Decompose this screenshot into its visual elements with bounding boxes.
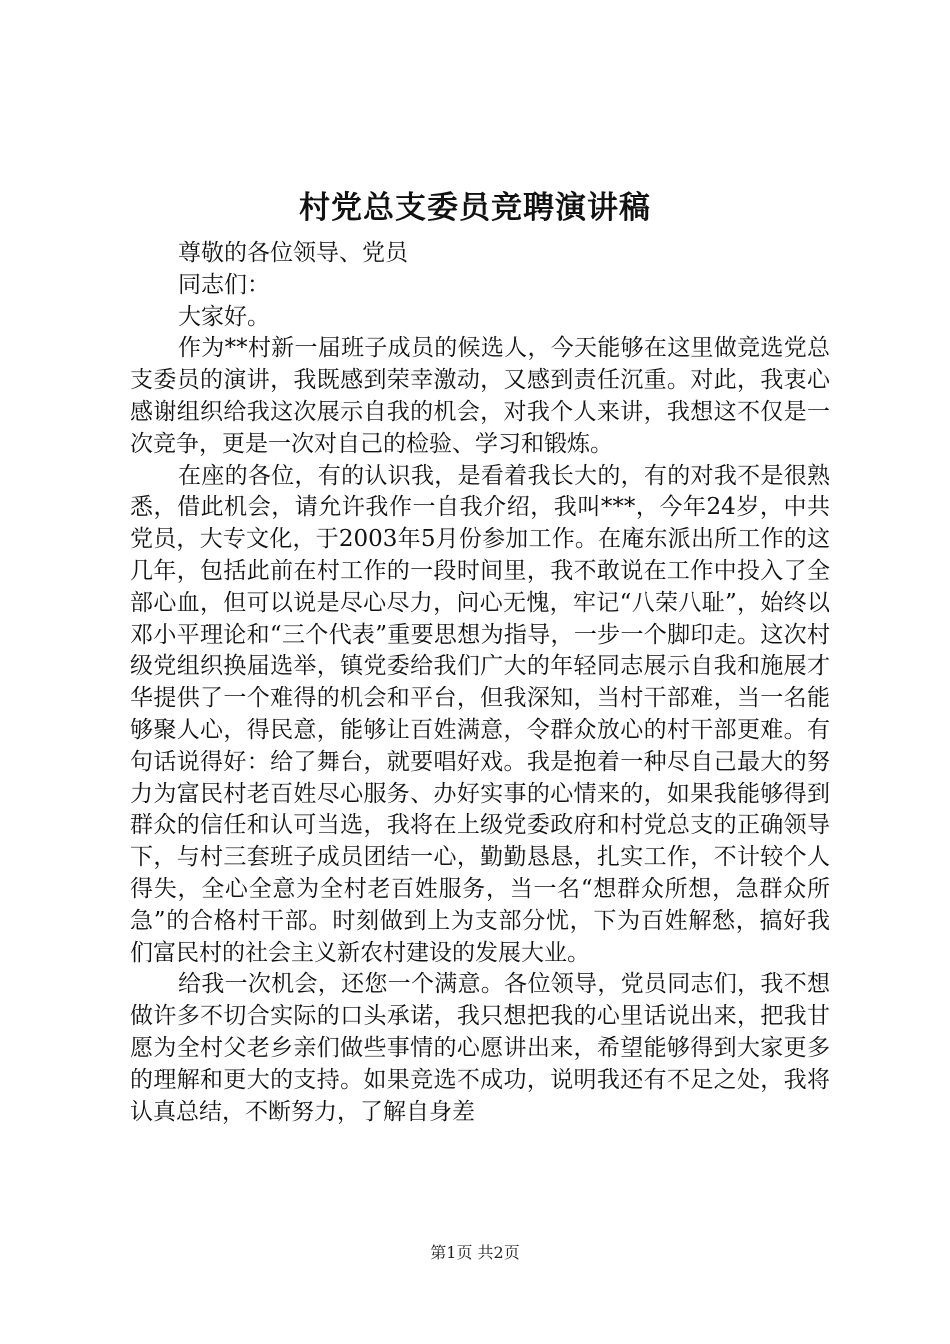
- body-paragraph: 作为**村新一届班子成员的候选人，今天能够在这里做竞选党总支委员的演讲，我既感到荣幸激动，又感到责任沉重。对此，我衷心感谢组织给我这次展示自我的机会，对我个人来讲，我想这不仅是一次竞争，更是一次对自己的检验、学习和锻炼。: [130, 335, 830, 457]
- document-body: [130, 238, 830, 1128]
- page-footer: 第1页 共2页: [430, 1243, 520, 1262]
- body-paragraph: 给我一次机会，还您一个满意。各位领导，党员同志们，我不想做许多不切合实际的口头承诺，我只想把我的心里话说出来，把我甘愿为全村父老乡亲们做些事情的心愿讲出来，希望能够得到大家更多的理解和更大的支持。如果竞选不成功，说明我还有不足之处，我将认真总结，不断努力，了解自身差: [130, 971, 830, 1125]
- salutation-line: 尊敬的各位领导、党员: [178, 240, 408, 266]
- document-title: 村党总支委员竞聘演讲稿: [299, 190, 651, 226]
- greeting-line: 大家好。: [178, 303, 270, 330]
- body-paragraph: 在座的各位，有的认识我，是看着我长大的，有的对我不是很熟悉，借此机会，请允许我作一自我介绍，我叫***，今年24岁，中共党员，大专文化，于2003年5月份参加工作。在庵东派出所工作的这几年，包括此前在村工作的一段时间里，我不敢说在工作中投入了全部心血，但可以说是尽心尽力，问心无愧，牢记“八荣八耻”，始终以邓小平理论和“三个代表”重要思想为指导，一步一个脚印走。这次村级党组织换届选举，镇党委给我们广大的年轻同志展示自我和施展才华提供了一个难得的机会和平台，但我深知，当村干部难，当一名能够聚人心，得民意，能够让百姓满意，令群众放心的村干部更难。有句话说得好：给了舞台，就要唱好戏。我是抱着一种尽自己最大的努力为富民村老百姓尽心服务、办好实事的心情来的，如果我能够得到群众的信任和认可当选，我将在上级党委政府和村党总支的正确领导下，与村三套班子成员团结一心，勤勤恳恳，扎实工作，不计较个人得失，全心全意为全村老百姓服务，当一名“想群众所想，急群众所急”的合格村干部。时刻做到上为支部分忧，下为百姓解愁，搞好我们富民村的社会主义新农村建设的发展大业。: [130, 462, 830, 966]
- salutation-line: 同志们：: [178, 271, 270, 298]
